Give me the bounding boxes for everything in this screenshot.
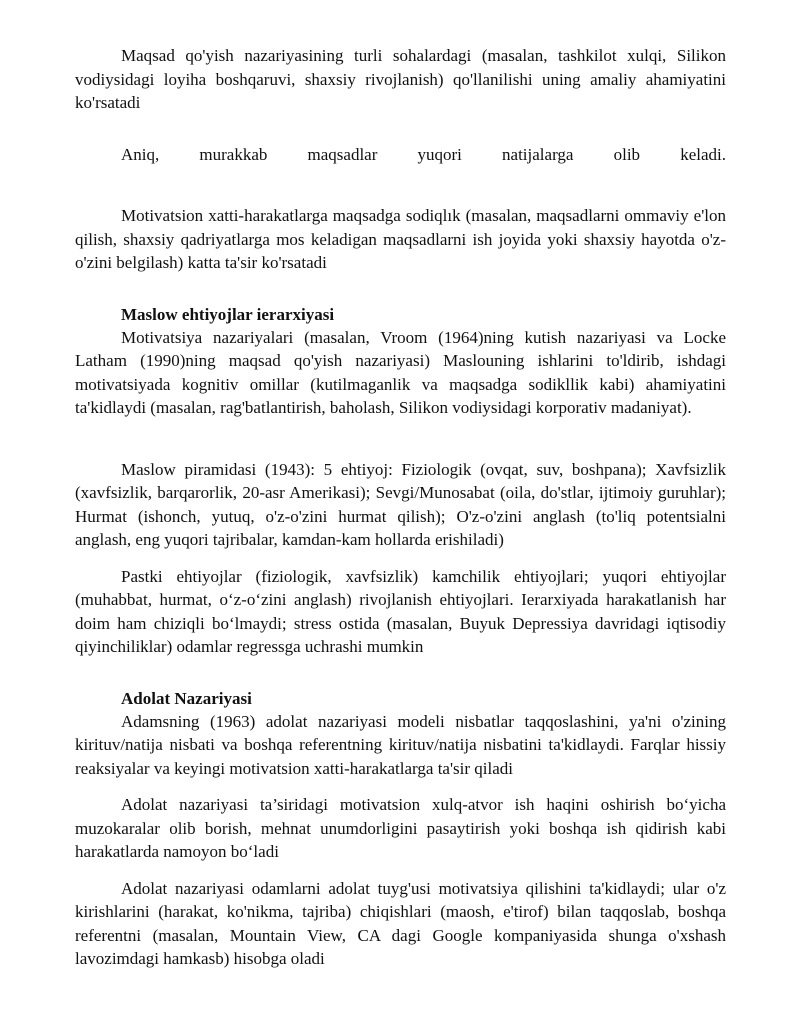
paragraph-adams-equity: Adamsning (1963) adolat nazariyasi modeli nisbatlar taqqoslashini, ya'ni o'zining kirituv/natija nisbati va boshqa referentning kirituv/natija nisbatini ta'kidlaydi. Farqlar hissiy reaksiyalar va keyingi motivatsion xatti-harakatlarga ta'sir qiladi [75,711,726,778]
document-page [75,44,726,971]
paragraph-lower-higher-needs: Pastki ehtiyojlar (fiziologik, xavfsizlik) kamchilik ehtiyojlari; yuqori ehtiyojlar (muhabbat, hurmat, o‘z-o‘zini anglash) rivojlanish ehtiyojlari. Ierarxiyada harakatlanish har doim ham chiziqli bo‘lmaydi; stress ostida (masalan, Buyuk Depressiya davridagi iqtisodiy qiyinchiliklar) odamlar regressga uchrashi mumkin [75,566,726,656]
paragraph-specific-goals: Aniq, murakkab maqsadlar yuqori natijalarga olib keladi. [121,144,726,164]
paragraph-goal-setting-applications: Maqsad qo'yish nazariyasining turli sohalardagi (masalan, tashkilot xulqi, Silikon vodiysidagi loyiha boshqaruvi, shaxsiy rivojlanish) qo'llanilishi uning amaliy ahamiyatini ko'rsatadi [75,46,726,112]
paragraph-goal-commitment: Motivatsion xatti-harakatlarga maqsadga sodiqlık (masalan, maqsadlarni ommaviy e'lon qilish, shaxsiy qadriyatlarga mos keladigan maqsadlarni ish joyida yoki shaxsiy hayotda o'z-o'zini belgilash) katta ta'sir ko'rsatadi [75,206,726,272]
paragraph-equity-behavior: Adolat nazariyasi ta’siridagi motivatsion xulq-atvor ish haqini oshirish bo‘yicha muzokaralar olib borish, mehnat unumdorligini pasaytirish yoki boshqa ish qidirish kabi harakatlarda namoyon bo‘ladi [75,795,726,861]
section-heading-maslow: Maslow ehtiyojlar ierarxiyasi [121,304,335,324]
paragraph-motivation-theories: Motivatsiya nazariyalari (masalan, Vroom (1964)ning kutish nazariyasi va Locke Latham (1990)ning maqsad qo'yish nazariyasi) Maslouning ishlarini to'ldirib, ishdagi motivatsiyada kognitiv omillar (kutilmaganlik va maqsadga sodikllik kabi) ahamiyatini ta'kidlaydi (masalan, rag'batlantirish, baholash, Silikon vodiysidagi korporativ madaniyat). [75,327,726,417]
section-heading-equity: Adolat Nazariyasi [121,688,252,708]
paragraph-equity-comparison: Adolat nazariyasi odamlarni adolat tuyg'usi motivatsiya qilishini ta'kidlaydi; ular o'z kirishlarini (harakat, ko'nikma, tajriba) chiqishlari (maosh, e'tirof) bilan taqqoslab, boshqa referentni (masalan, Mountain View, CA dagi Google kompaniyasida shunga o'xshash lavozimdagi hamkasb) hisobga oladi [75,878,726,968]
paragraph-maslow-pyramid: Maslow piramidasi (1943): 5 ehtiyoj: Fiziologik (ovqat, suv, boshpana); Xavfsizlik (xavfsizlik, barqarorlik, 20-asr Amerikasi); Sevgi/Munosabat (oila, do'stlar, ijtimoiy guruhlar); Hurmat (ishonch, yutuq, o'z-o'zini hurmat qilish); O'z-o'zini anglash (to'liq potentsialni anglash, eng yuqori tajribalar, kamdan-kam hollarda erishiladi) [75,459,726,549]
